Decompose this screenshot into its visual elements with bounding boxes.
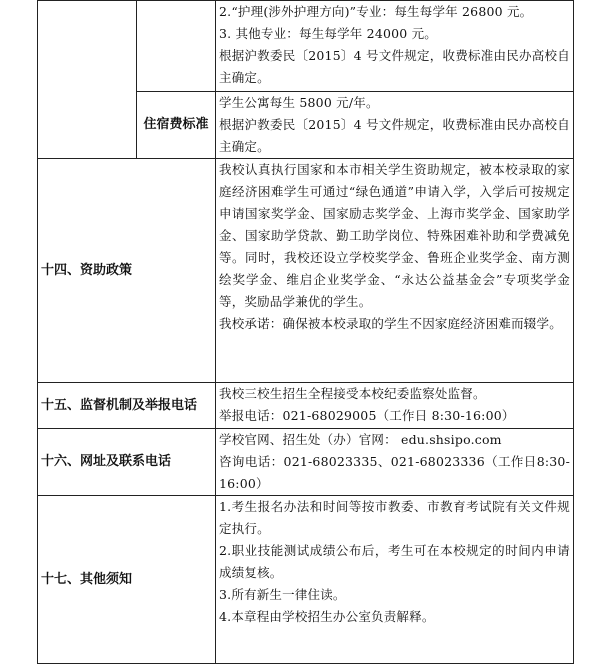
section-line: 我校认真执行国家和本市相关学生资助规定，被本校录取的家庭经济困难学生可通过“绿色通道”申请入学，入学后可按规定申请国家奖学金、国家励志奖学金、上海市奖学金、国家助学金、国家助学贷款、勤工助学岗位、特殊困难补助和学费减免等。同时，我校还设立学校奖学金、鲁班企业奖学金、南方测绘奖学金、维启企业奖学金、“永达公益基金会”专项奖学金等，奖励品学兼优的学生。 bbox=[219, 162, 570, 309]
section-line: 2.职业技能测试成绩公布后，考生可在本校规定的时间内申请成绩复核。 bbox=[219, 543, 570, 580]
tuition-content bbox=[216, 1, 574, 92]
section-row-financial-aid bbox=[38, 159, 574, 383]
accommodation-line: 根据沪教委民〔2015〕4 号文件规定，收费标准由民办高校自主确定。 bbox=[219, 117, 570, 154]
section-row-supervision bbox=[38, 383, 574, 429]
phone-line: 咨询电话：021-68023335、021-68023336（工作日8:30-16:00） bbox=[219, 454, 570, 491]
section-label: 十四、资助政策 bbox=[38, 159, 216, 383]
section-label: 十六、网址及联系电话 bbox=[38, 429, 216, 496]
section-row-contact bbox=[38, 429, 574, 496]
section-line: 我校三校生招生全程接受本校纪委监察处监督。 bbox=[219, 386, 486, 401]
accommodation-content bbox=[216, 92, 574, 159]
fees-label-cell bbox=[38, 1, 137, 159]
section-content bbox=[216, 159, 574, 383]
section-line: 3.所有新生一律住读。 bbox=[219, 587, 346, 602]
admissions-table bbox=[37, 0, 574, 664]
tuition-line: 根据沪教委民〔2015〕4 号文件规定，收费标准由民办高校自主确定。 bbox=[219, 48, 570, 85]
section-label: 十五、监督机制及举报电话 bbox=[38, 383, 216, 429]
tuition-line: 2.“护理(涉外护理方向)”专业：每生每学年 26800 元。 bbox=[219, 4, 533, 19]
section-content bbox=[216, 429, 574, 496]
section-label: 十七、其他须知 bbox=[38, 496, 216, 664]
accommodation-label: 住宿费标准 bbox=[137, 92, 216, 159]
section-content bbox=[216, 496, 574, 664]
section-line: 举报电话：021-68029005（工作日 8:30-16:00） bbox=[219, 408, 515, 423]
tuition-line: 3. 其他专业：每生每学年 24000 元。 bbox=[219, 26, 438, 41]
website-line: 学校官网、招生处（办）官网： edu.shsipo.com bbox=[219, 432, 502, 447]
accommodation-line: 学生公寓每生 5800 元/年。 bbox=[219, 95, 379, 110]
tuition-sublabel-cell bbox=[137, 1, 216, 92]
tuition-row bbox=[38, 1, 574, 92]
section-line: 我校承诺：确保被本校录取的学生不因家庭经济困难而辍学。 bbox=[219, 316, 562, 331]
section-row-other-notes bbox=[38, 496, 574, 664]
section-content bbox=[216, 383, 574, 429]
section-line: 1.考生报名办法和时间等按市教委、市教育考试院有关文件规定执行。 bbox=[219, 499, 570, 536]
section-line: 4.本章程由学校招生办公室负责解释。 bbox=[219, 609, 435, 624]
